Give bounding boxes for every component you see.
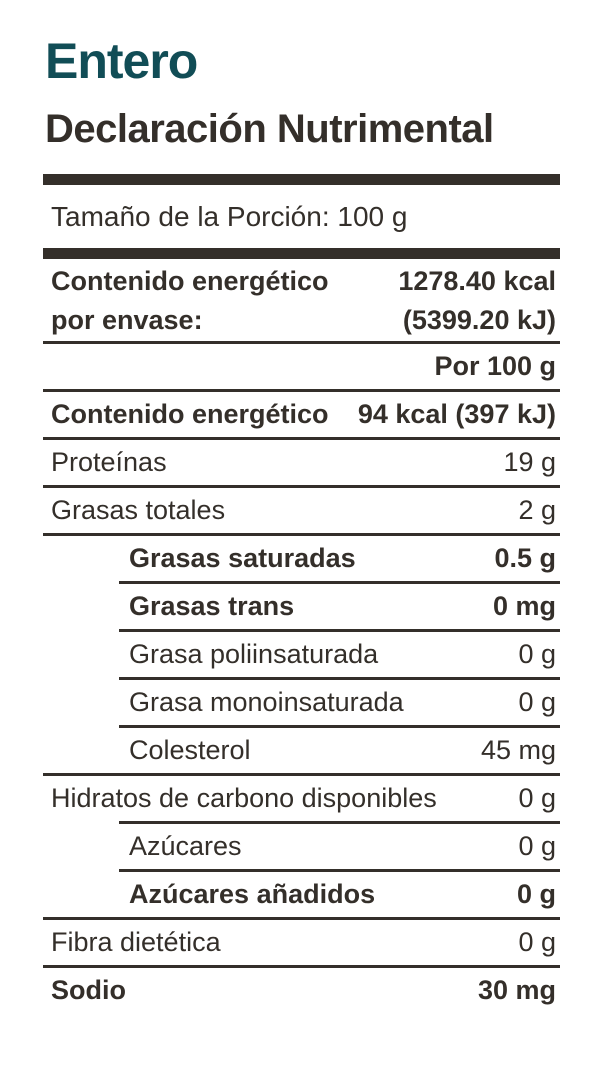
product-title: Entero — [45, 33, 198, 89]
nutrient-row-fibra-dietetica — [43, 920, 560, 965]
nutrient-value: 0 mg — [492, 591, 556, 621]
nutrient-value: 0 g — [518, 927, 556, 957]
serving-size-row — [43, 185, 560, 248]
nutrient-label: Azúcares añadidos — [129, 879, 376, 909]
nutrition-declaration-title: Declaración Nutrimental — [45, 107, 494, 151]
serving-size-text: Tamaño de la Porción: 100 g — [51, 200, 408, 232]
nutrient-row-azucares-anadidos — [43, 872, 560, 917]
nutrient-value: Por 100 g — [434, 351, 556, 381]
nutrient-value: 0 g — [518, 783, 556, 813]
nutrient-label: Sodio — [51, 975, 126, 1005]
nutrient-label: Grasa monoinsaturada — [129, 687, 404, 717]
nutrient-value: 0 g — [518, 687, 556, 717]
nutrient-row-colesterol — [43, 728, 560, 773]
nutrient-value: 19 g — [503, 447, 556, 477]
nutrient-row-hidratos-carbono — [43, 776, 560, 821]
energy-per-package-row — [43, 259, 560, 341]
nutrient-rows — [43, 344, 560, 1013]
nutrient-label: Fibra dietética — [51, 927, 221, 957]
nutrition-table — [43, 174, 560, 1013]
nutrient-value: 2 g — [518, 495, 556, 525]
nutrient-label: Grasa poliinsaturada — [129, 639, 379, 669]
nutrient-label: Hidratos de carbono disponibles — [51, 783, 437, 813]
nutrient-row-por-100g-header — [43, 344, 560, 389]
nutrient-row-proteinas — [43, 440, 560, 485]
nutrient-row-grasas-saturadas — [43, 536, 560, 581]
nutrient-value: 0.5 g — [494, 543, 556, 573]
nutrient-value: 0 g — [518, 639, 556, 669]
nutrient-label: Contenido energético — [51, 399, 329, 429]
nutrient-value: 0 g — [518, 831, 556, 861]
nutrient-value: 30 mg — [477, 975, 556, 1005]
nutrient-value: 45 mg — [480, 735, 556, 765]
nutrient-label: Colesterol — [129, 735, 251, 765]
nutrient-row-sodio — [43, 968, 560, 1013]
nutrient-label: Grasas totales — [51, 495, 226, 525]
nutrient-row-grasa-monoinsaturada — [43, 680, 560, 725]
divider-thick-bottom — [43, 248, 560, 259]
energy-per-package-value: 1278.40 kcal (5399.20 kJ) — [398, 266, 556, 335]
nutrient-label: Grasas saturadas — [129, 543, 356, 573]
nutrient-row-grasas-totales — [43, 488, 560, 533]
nutrient-row-grasa-poliinsaturada — [43, 632, 560, 677]
nutrient-row-grasas-trans — [43, 584, 560, 629]
nutrient-row-energia-por-100g — [43, 392, 560, 437]
energy-per-package-label: Contenido energético por envase: — [51, 266, 329, 335]
nutrient-label: Azúcares — [129, 831, 242, 861]
nutrient-label: Grasas trans — [129, 591, 295, 621]
divider-thick-top — [43, 174, 560, 185]
nutrient-label: Proteínas — [51, 447, 167, 477]
nutrient-row-azucares — [43, 824, 560, 869]
nutrient-value: 94 kcal (397 kJ) — [357, 399, 556, 429]
nutrient-value: 0 g — [516, 879, 556, 909]
